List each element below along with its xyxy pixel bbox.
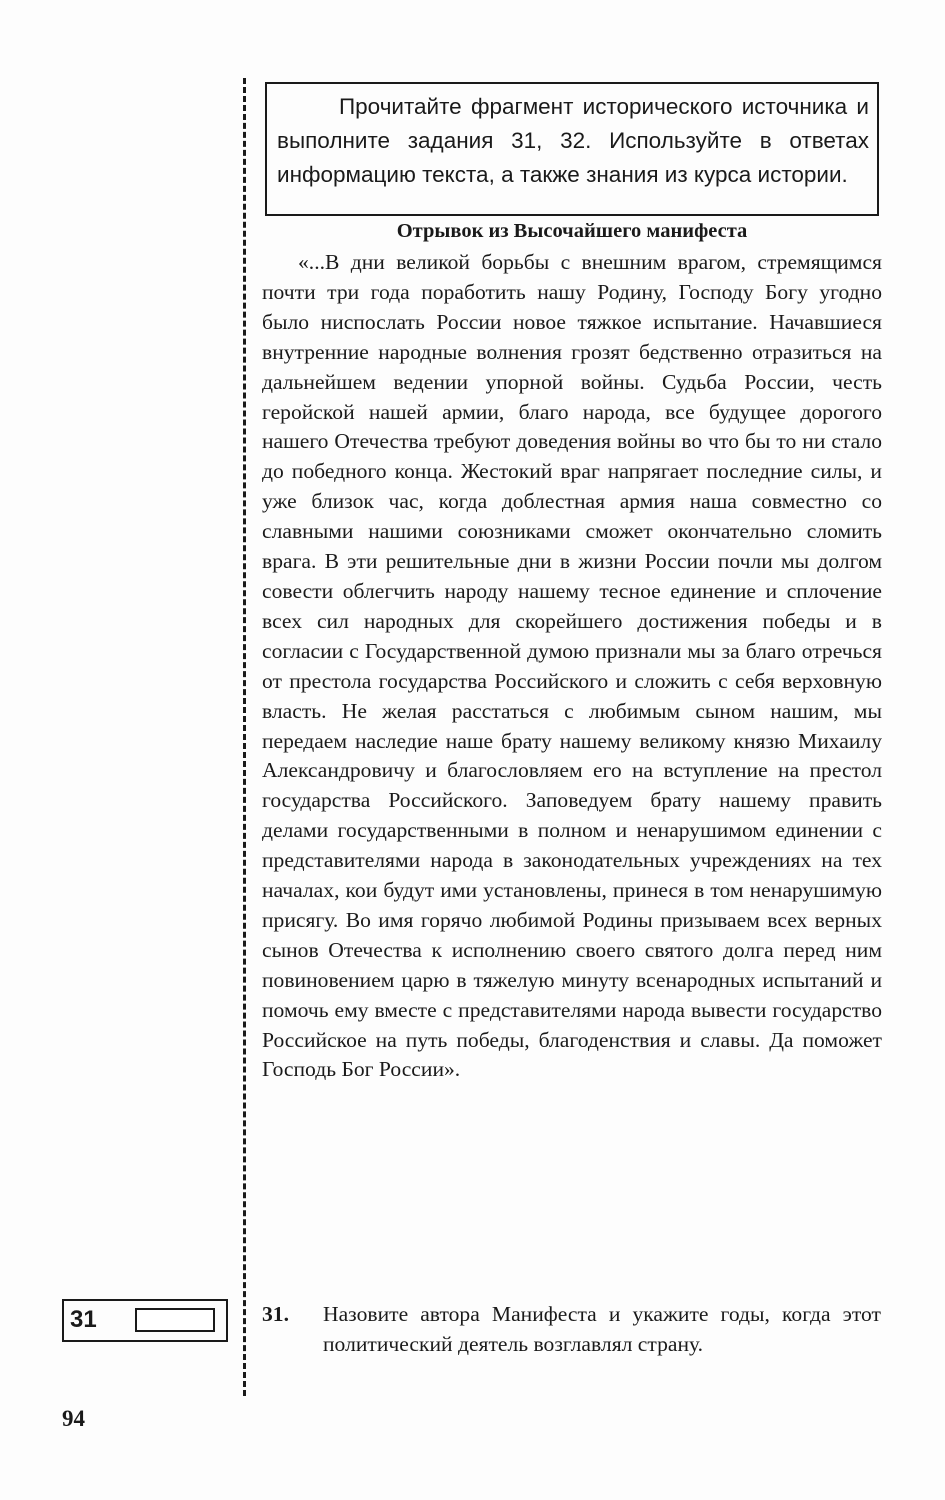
answer-box-label: 31 [70, 1306, 97, 1333]
answer-box [62, 1299, 228, 1342]
instruction-box [265, 82, 879, 216]
page-number: 94 [62, 1406, 85, 1431]
instruction-text: Прочитайте фрагмент исторического источника и выполните задания 31, 32. Используйте в ответах информацию текста, а также знания из курса истории. [277, 94, 869, 187]
source-text: «...В дни великой борьбы с внешним врагом, стремящимся почти три года поработить нашу Родину, Господу Богу угодно было ниспослать России новое тяжкое испытание. Начавшиеся внутренние народные волнения грозят бедственно отразиться на дальнейшем ведении упорной войны. Судьба России, честь геройской нашей армии, благо народа, все будущее дорогого нашего Отечества требуют доведения войны во что бы то ни стало до победного конца. Жестокий враг напрягает последние силы, и уже близок час, когда доблестная армия наша совместно со славными нашими союзниками сможет окончательно сломить врага. В эти решительные дни в жизни России почли мы долгом совести облегчить народу нашему тесное единение и сплочение всех сил народных для скорейшего достижения победы и в согласии с Государственной думою признали мы за благо отречься от престола государства Российского и сложить с себя верховную власть. Не желая расстаться с любимым сыном нашим, мы передаем наследие наше брату нашему великому князю Михаилу Александровичу и благословляем его на вступление на престол государства Российского. Заповедуем брату нашему править делами государственными в полном и ненарушимом единении с представителями народа в законодательных учреждениях на тех началах, кои будут ими установлены, принеся в том ненарушимую присягу. Во имя горячо любимой Родины призываем всех верных сынов Отечества к исполнению своего святого долга перед ним повиновением царю в тяжелую минуту всенародных испытаний и помочь ему вместе с представителями народа вывести государство Российское на путь победы, благоденствия и славы. Да поможет Господь Бог России». [262, 250, 882, 1082]
source-title: Отрывок из Высочайшего манифеста [396, 220, 748, 242]
margin-cut-line [243, 78, 246, 1396]
answer-field[interactable] [135, 1308, 215, 1332]
question-number: 31. [262, 1302, 289, 1326]
question-text: Назовите автора Манифеста и укажите годы, когда этот политический деятель возглавлял страну. [323, 1302, 881, 1356]
